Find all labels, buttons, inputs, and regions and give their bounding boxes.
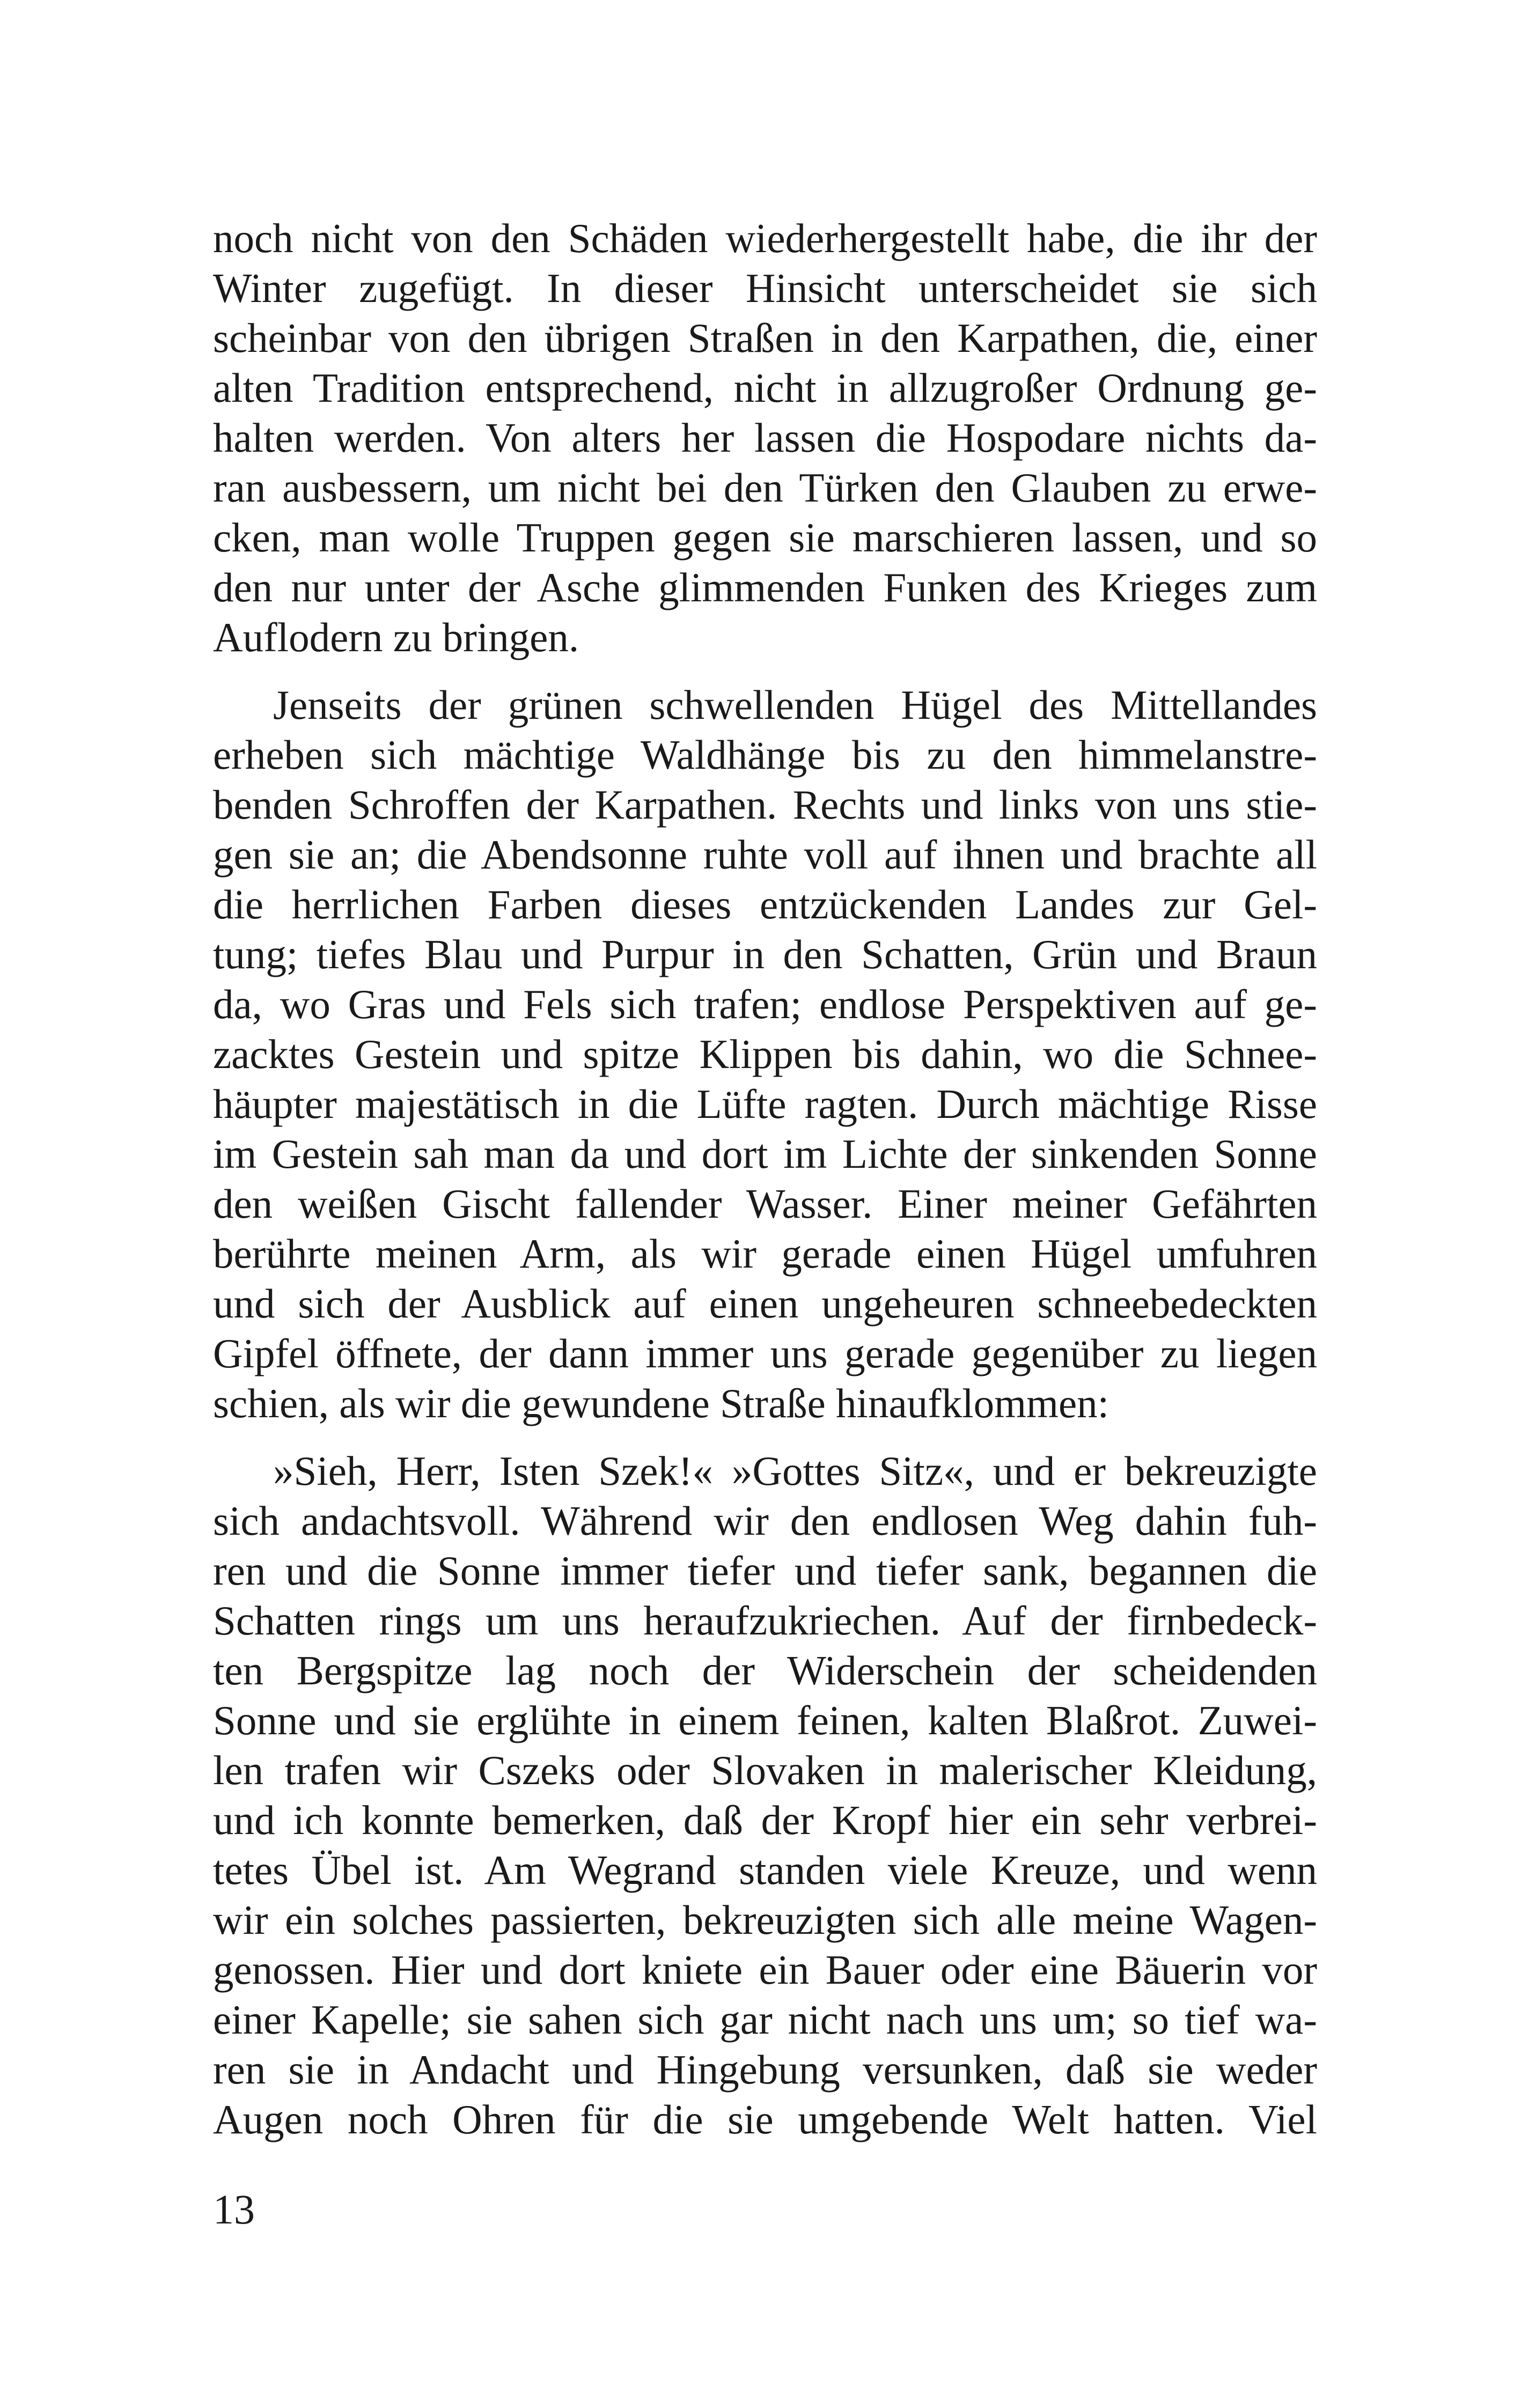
body-text bbox=[213, 213, 1317, 2145]
text-line: ren sie in Andacht und Hingebung versunken, daß sie weder bbox=[213, 2046, 1317, 2093]
text-line: halten werden. Von alters her lassen die Hospodare nichts da- bbox=[213, 415, 1317, 461]
text-line: Schatten rings um uns heraufzukriechen. Auf der firnbedeck- bbox=[213, 1597, 1317, 1644]
page-number: 13 bbox=[213, 2186, 255, 2233]
text-line: alten Tradition entsprechend, nicht in allzugroßer Ordnung ge- bbox=[213, 365, 1317, 411]
paragraph-spacer bbox=[213, 662, 1317, 680]
paragraph-spacer bbox=[213, 1428, 1317, 1446]
paragraph bbox=[213, 213, 1317, 662]
text-line: »Sieh, Herr, Isten Szek!« »Gottes Sitz«, und er bekreuzigte bbox=[273, 1448, 1317, 1494]
text-line: Augen noch Ohren für die sie umgebende Welt hatten. Viel bbox=[213, 2096, 1317, 2142]
paragraph bbox=[213, 680, 1317, 1428]
text-line: da, wo Gras und Fels sich trafen; endlose Perspektiven auf ge- bbox=[213, 981, 1317, 1027]
text-line: und ich konnte bemerken, daß der Kropf hier ein sehr verbrei- bbox=[213, 1797, 1317, 1843]
text-line: Sonne und sie erglühte in einem feinen, kalten Blaßrot. Zuwei- bbox=[213, 1697, 1317, 1743]
text-line: zacktes Gestein und spitze Klippen bis dahin, wo die Schnee- bbox=[213, 1031, 1317, 1077]
text-line: erheben sich mächtige Waldhänge bis zu den himmelanstre- bbox=[213, 732, 1317, 778]
text-line: sich andachtsvoll. Während wir den endlosen Weg dahin fuh- bbox=[213, 1498, 1317, 1544]
text-line: schien, als wir die gewundene Straße hinaufklommen: bbox=[213, 1380, 1109, 1426]
text-line: Jenseits der grünen schwellenden Hügel des Mittellandes bbox=[273, 682, 1317, 728]
text-line: Auflodern zu bringen. bbox=[213, 614, 579, 660]
text-line: tung; tiefes Blau und Purpur in den Schatten, Grün und Braun bbox=[213, 931, 1317, 977]
text-line: häupter majestätisch in die Lüfte ragten. Durch mächtige Risse bbox=[213, 1081, 1317, 1127]
text-line: len trafen wir Cszeks oder Slovaken in malerischer Kleidung, bbox=[213, 1747, 1317, 1793]
text-line: benden Schroffen der Karpathen. Rechts und links von uns stie- bbox=[213, 782, 1317, 828]
text-line: Gipfel öffnete, der dann immer uns gerade gegenüber zu liegen bbox=[213, 1330, 1317, 1376]
text-line: genossen. Hier und dort kniete ein Bauer oder eine Bäuerin vor bbox=[213, 1947, 1317, 1993]
text-line: den weißen Gischt fallender Wasser. Einer meiner Gefährten bbox=[213, 1181, 1317, 1227]
text-line: den nur unter der Asche glimmenden Funken des Krieges zum bbox=[213, 564, 1317, 610]
text-line: ten Bergspitze lag noch der Widerschein der scheidenden bbox=[213, 1647, 1317, 1693]
text-line: berührte meinen Arm, als wir gerade einen Hügel umfuhren bbox=[213, 1231, 1317, 1277]
text-line: im Gestein sah man da und dort im Lichte der sinkenden Sonne bbox=[213, 1131, 1317, 1177]
text-line: cken, man wolle Truppen gegen sie marschieren lassen, und so bbox=[213, 514, 1317, 561]
text-line: noch nicht von den Schäden wiederhergestellt habe, die ihr der bbox=[213, 215, 1317, 261]
text-line: Winter zugefügt. In dieser Hinsicht unterscheidet sie sich bbox=[213, 265, 1317, 311]
text-line: gen sie an; die Abendsonne ruhte voll auf ihnen und brachte all bbox=[213, 831, 1317, 878]
paragraph bbox=[213, 1446, 1317, 2145]
text-line: und sich der Ausblick auf einen ungeheuren schneebedeckten bbox=[213, 1280, 1317, 1327]
text-line: scheinbar von den übrigen Straßen in den Karpathen, die, einer bbox=[213, 315, 1317, 361]
text-line: ran ausbessern, um nicht bei den Türken den Glauben zu erwe- bbox=[213, 465, 1317, 511]
text-line: ren und die Sonne immer tiefer und tiefer sank, begannen die bbox=[213, 1548, 1317, 1594]
text-line: wir ein solches passierten, bekreuzigten sich alle meine Wagen- bbox=[213, 1897, 1317, 1943]
text-line: die herrlichen Farben dieses entzückenden Landes zur Gel- bbox=[213, 881, 1317, 927]
text-line: einer Kapelle; sie sahen sich gar nicht nach uns um; so tief wa- bbox=[213, 1997, 1317, 2043]
text-line: tetes Übel ist. Am Wegrand standen viele Kreuze, und wenn bbox=[213, 1847, 1317, 1893]
